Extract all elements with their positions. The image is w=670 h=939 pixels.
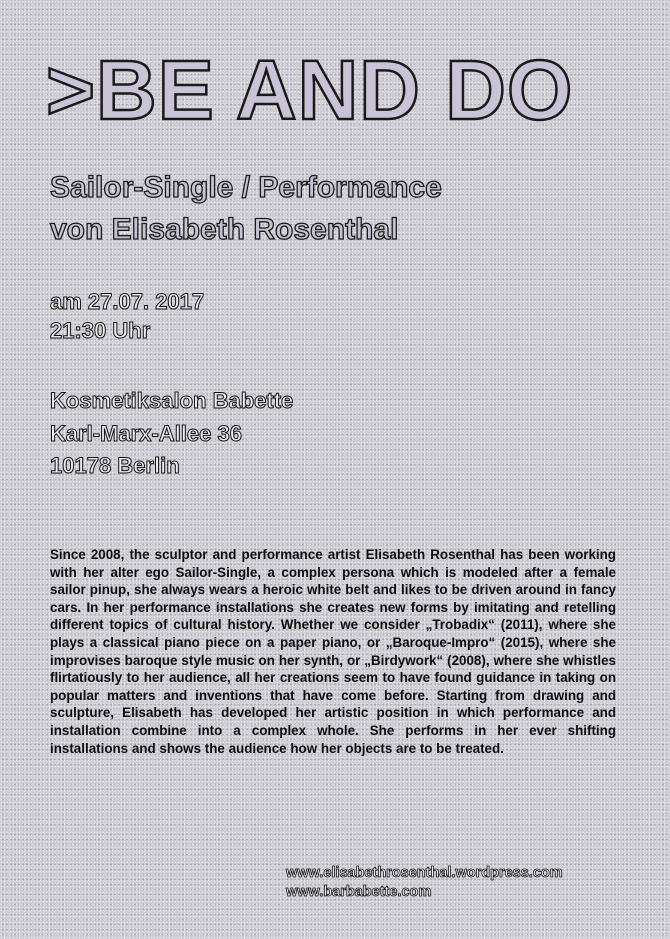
subtitle-line-2: von Elisabeth Rosenthal bbox=[50, 213, 399, 246]
poster-headline: >BE AND DO bbox=[46, 43, 574, 137]
artist-website-link[interactable]: www.elisabethrosenthal.wordpress.com bbox=[286, 865, 563, 881]
artist-description: Since 2008, the sculptor and performance artist Elisabeth Rosenthal has been working with her alter ego Sailor-Single, a complex persona which is modeled after a female sailor pinup, she always wears a heroic white belt and likes to be driven around in fancy cars. In her performance installations she creates new forms by imitating and retelling different topics of cultural history. Whether we consider „Trobadix“ (2011), where she plays a classical piano piece on a paper piano, or „Baroque-Impro“ (2015), where she improvises baroque style music on her synth, or „Birdywork“ (2008), where she whistles flirtatiously to her audience, all her creations seem to have found guidance in taking on popular matters and inventions that have come before. Starting from drawing and sculpture, Elisabeth has developed her artistic position in which performance and installation combine into a complex whole. She performs in her ever shifting installations and shows the audience how her objects are to be treated. bbox=[50, 547, 616, 756]
subtitle-line-1: Sailor-Single / Performance bbox=[50, 171, 442, 204]
venue-website-link[interactable]: www.barbabette.com bbox=[286, 884, 432, 900]
event-time: 21:30 Uhr bbox=[50, 318, 151, 343]
event-date: am 27.07. 2017 bbox=[50, 289, 205, 314]
venue-name: Kosmetiksalon Babette bbox=[50, 388, 294, 413]
venue-street: Karl-Marx-Allee 36 bbox=[50, 421, 242, 446]
venue-city: 10178 Berlin bbox=[50, 453, 180, 478]
